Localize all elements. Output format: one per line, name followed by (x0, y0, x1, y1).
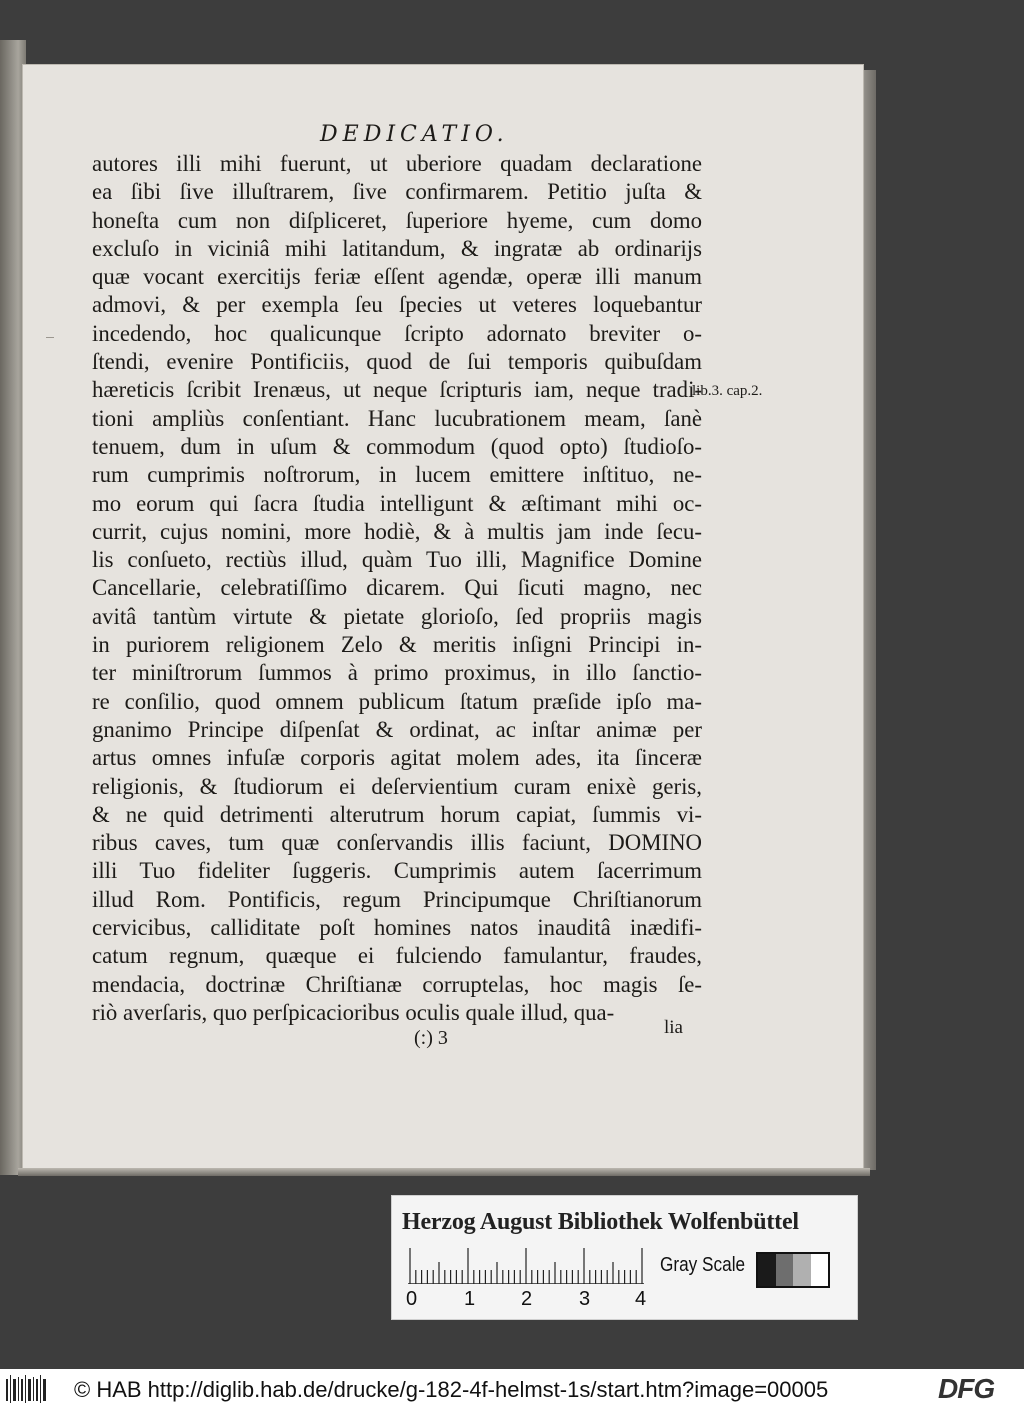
ruler-number: 3 (579, 1288, 591, 1310)
gray-swatch (811, 1254, 829, 1286)
dfg-logo: DFG (938, 1373, 995, 1404)
gray-scale-label: Gray Scale (660, 1254, 746, 1276)
text-line: gnanimo Principe diſpenſat & ordinat, ac inſtar animæ per (92, 716, 702, 742)
text-line: autores illi mihi fuerunt, ut uberiore quadam declaratione (92, 151, 702, 176)
page-edge-bottom (18, 1168, 870, 1176)
text-line: & ne quid detrimenti alterutrum horum capiat, ſummis vi- (92, 801, 702, 827)
text-line: illi Tuo fideliter ſuggeris. Cumprimis autem ſacerrimum (92, 858, 702, 884)
text-line: admovi, & per exempla ſeu ſpecies ut veteres loquebantur (92, 292, 702, 318)
ruler-scale (408, 1248, 644, 1284)
gray-swatch (758, 1254, 776, 1286)
text-line: mo eorum qui ſacra ſtudia intelligunt & æſtimant mihi oc- (92, 490, 702, 516)
text-line: ter miniſtrorum ſummos à primo proximus, in illo ſanctio- (92, 660, 702, 686)
text-line: hæreticis ſcribit Irenæus, ut neque ſcripturis iam, neque tradi- (92, 377, 702, 403)
text-line: rum cumprimis noſtrorum, in lucem emittere inſtituo, ne- (92, 462, 702, 488)
text-line: re conſilio, quod omnem publicum ſtatum præſide ipſo ma- (92, 688, 702, 714)
text-line: lis conſueto, rectiùs illud, quàm Tuo illi, Magnifice Domine (92, 547, 702, 573)
marginal-note: lib.3. cap.2. (692, 383, 763, 399)
ruler-number: 0 (406, 1288, 418, 1310)
text-line: artus omnes infuſæ corporis agitat molem ades, ita ſinceræ (92, 745, 702, 771)
library-label (392, 1196, 857, 1319)
ruler-number: 2 (521, 1288, 533, 1310)
library-name: Herzog August Bibliothek Wolfenbüttel (402, 1209, 799, 1235)
pencil-mark (46, 337, 54, 338)
text-line: currit, cujus nomini, more hodiè, & à multis jam inde ſecu- (92, 518, 702, 544)
text-line: catum regnum, quæque ei fulciendo famulantur, fraudes, (92, 943, 702, 969)
text-line: ſtendi, evenire Pontificiis, quod de ſui temporis quibuſdam (92, 349, 702, 375)
running-header: DEDICATIO. (320, 122, 509, 147)
text-line: religionis, & ſtudiorum ei deſervientium curam enixè geris, (92, 773, 702, 799)
text-line: excluſo in viciniâ mihi latitandum, & ingratæ ab ordinarijs (92, 235, 702, 261)
text-line: cervicibus, calliditate poſt homines natos inauditâ inædifi- (92, 915, 702, 941)
barcode-icon (6, 1375, 48, 1403)
catchword: lia (664, 1017, 683, 1038)
text-line: in puriorem religionem Zelo & meritis inſigni Principi in- (92, 632, 702, 658)
text-line: mendacia, doctrinæ Chriſtianæ corruptelas, hoc magis ſe- (92, 971, 702, 997)
text-line: honeſta cum non diſpliceret, ſuperiore hyeme, cum domo (92, 207, 702, 233)
footer-url[interactable]: © HAB http://diglib.hab.de/drucke/g-182-4f-helmst-1s/start.htm?image=00005 (74, 1377, 829, 1402)
gray-scale-swatch (756, 1252, 830, 1288)
text-line: quæ vocant exercitijs feriæ eſſent agendæ, operæ illi manum (92, 264, 702, 290)
text-line: ea ſibi ſive illuſtrarem, ſive confirmarem. Petitio juſta & (92, 179, 702, 205)
ruler-number: 4 (635, 1288, 647, 1310)
text-line: illud Rom. Pontificis, regum Principumque Chriſtianorum (92, 886, 702, 912)
text-line: ribus caves, tum quæ conſervandis illis faciunt, DOMINO (92, 830, 702, 856)
body-text (92, 150, 702, 1027)
text-line: avitâ tantùm virtute & pietate glorioſo, ſed propriis magis (92, 603, 702, 629)
text-line: tioni ampliùs conſentiant. Hanc lucubrationem meam, ſanè (92, 405, 702, 431)
text-line: incedendo, hoc qualicunque ſcripto adornato breviter o- (92, 320, 702, 346)
ruler-number: 1 (464, 1288, 476, 1310)
footer-bar (0, 1369, 1024, 1409)
text-line: Cancellarie, celebratiſſimo dicarem. Qui ſicuti magno, nec (92, 575, 702, 601)
gray-swatch (776, 1254, 794, 1286)
text-line: riò averſaris, quo perſpicacioribus oculis quale illud, qua- (92, 999, 615, 1025)
gray-swatch (793, 1254, 811, 1286)
signature-mark: (:) 3 (414, 1027, 448, 1049)
text-line: tenuem, dum in uſum & commodum (quod opto) ſtudioſo- (92, 433, 702, 459)
